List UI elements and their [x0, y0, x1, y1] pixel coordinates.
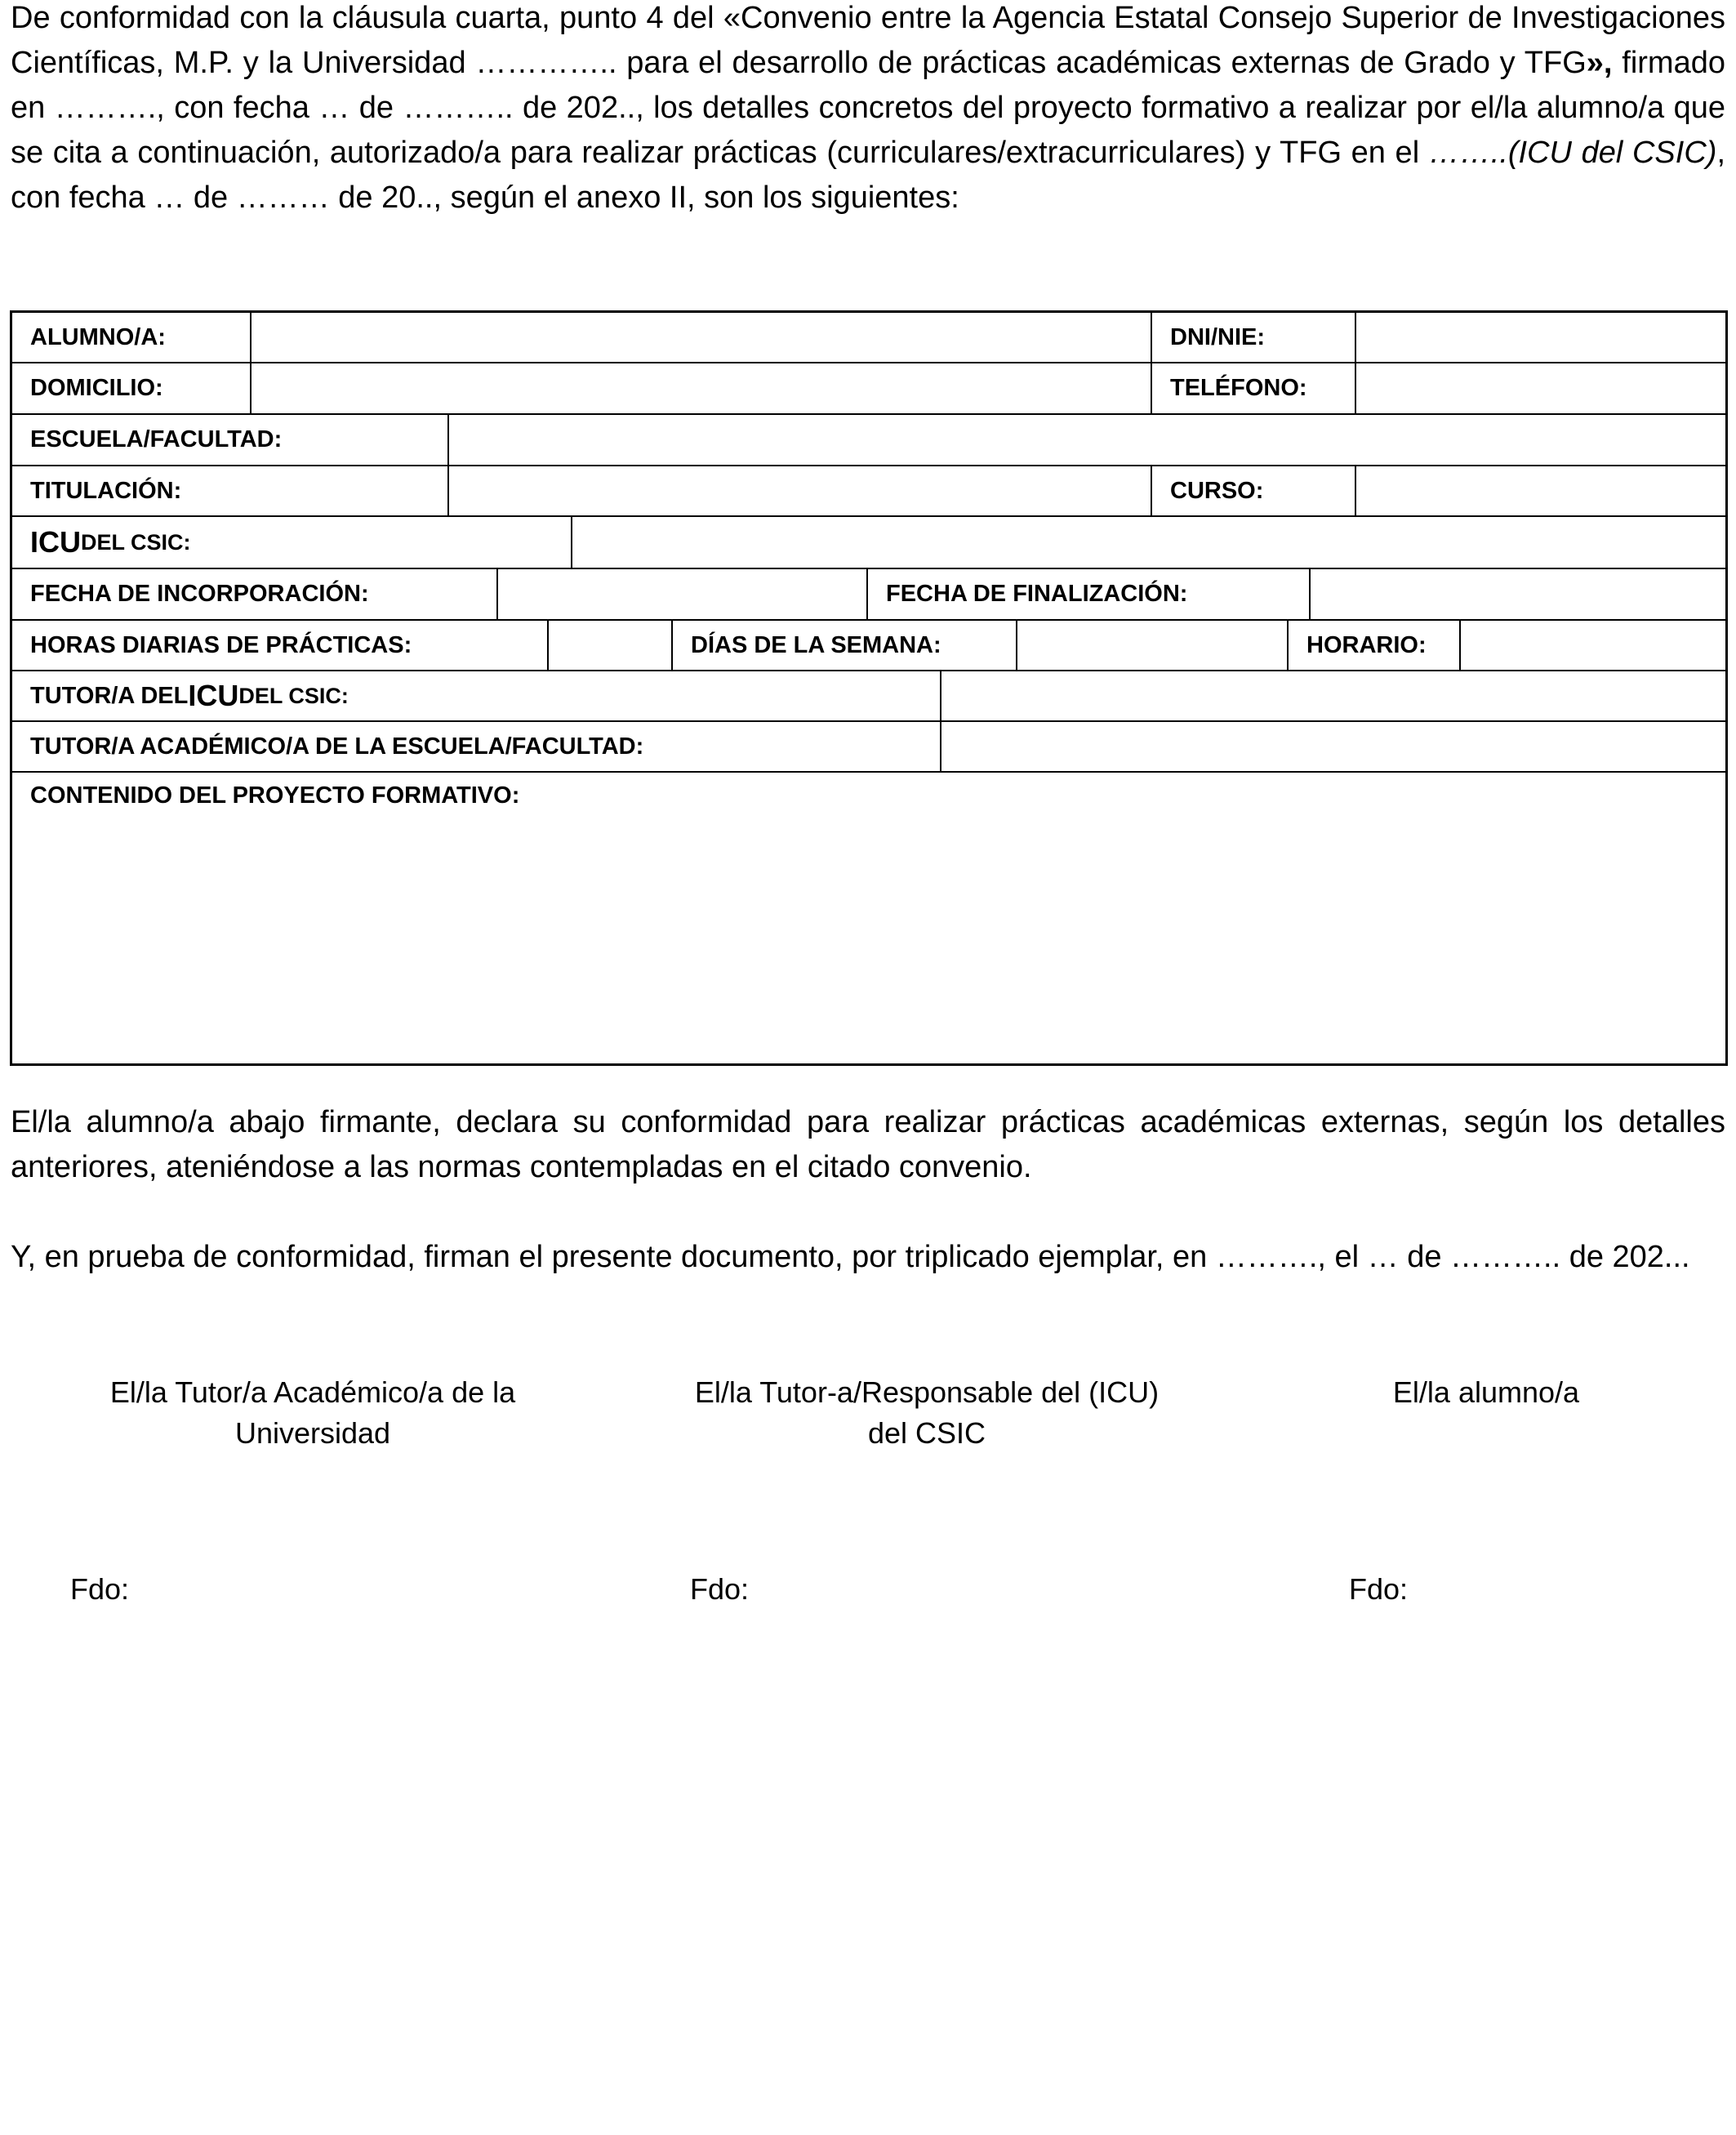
intro-text-italic: ……..(ICU del CSIC): [1428, 136, 1717, 170]
signature-tutor-academico-line1: El/la Tutor/a Académico/a de la: [109, 1375, 516, 1409]
domicilio-label: DOMICILIO:: [12, 363, 251, 413]
intro-text-2: firmado en ………., con fecha … de ……….. de 202.., los detalles concretos del proyecto formativo a realizar por el/la alumno/a que se cita a continuación, autorizado/a para realizar prácticas (curriculares/extracurriculares) y TFG en el: [11, 46, 1725, 170]
dias-label: DÍAS DE LA SEMANA:: [673, 621, 1017, 670]
dias-field[interactable]: [1017, 621, 1289, 670]
form-row-domicilio: [12, 363, 1725, 415]
intro-text-1: De conformidad con la cláusula cuarta, punto 4 del «Convenio entre la Agencia Estatal Consejo Superior de Investigaciones Científicas, M.P. y la Universidad ………….. para el desarrollo de prácticas académicas externas de Grado y TFG: [11, 1, 1725, 80]
domicilio-field[interactable]: [251, 363, 1152, 413]
curso-label: CURSO:: [1152, 466, 1356, 515]
form-row-horas: [12, 621, 1725, 671]
form-row-escuela: [12, 415, 1725, 466]
tutor-academico-label: TUTOR/A ACADÉMICO/A DE LA ESCUELA/FACULTAD:: [12, 722, 941, 771]
fecha-incorporacion-label: FECHA DE INCORPORACIÓN:: [12, 569, 498, 619]
icu-label-rest: DEL CSIC:: [81, 529, 191, 555]
signature-tutor-academico-line2: Universidad: [234, 1416, 391, 1450]
contenido-label: CONTENIDO DEL PROYECTO FORMATIVO:: [30, 782, 520, 809]
tutor-icu-label: [12, 671, 941, 720]
tutor-icu-label-big: ICU: [188, 679, 239, 712]
telefono-label: TELÉFONO:: [1152, 363, 1356, 413]
escuela-label: ESCUELA/FACULTAD:: [12, 415, 449, 465]
signature-alumno: [1323, 1372, 1649, 1413]
icu-label: [12, 517, 572, 568]
signature-alumno-line1: El/la alumno/a: [1392, 1375, 1580, 1409]
signature-tutor-icu-line1: El/la Tutor-a/Responsable del (ICU): [694, 1375, 1160, 1409]
fdo-tutor-academico: Fdo:: [70, 1572, 130, 1606]
form-row-contenido: [12, 773, 1725, 1063]
fecha-finalizacion-label: FECHA DE FINALIZACIÓN:: [868, 569, 1311, 619]
tutor-icu-field[interactable]: [941, 671, 1725, 720]
form-row-tutor-academico: [12, 722, 1725, 773]
signature-tutor-academico: [72, 1372, 554, 1454]
tutor-academico-field[interactable]: [941, 722, 1725, 771]
intro-text-4: , con fecha … de ……… de 20.., según el anexo II, son los siguientes:: [11, 136, 1725, 215]
dni-field[interactable]: [1356, 313, 1725, 362]
fdo-tutor-icu: Fdo:: [690, 1572, 750, 1606]
signature-tutor-icu: [665, 1372, 1188, 1454]
horas-label: HORAS DIARIAS DE PRÁCTICAS:: [12, 621, 549, 670]
intro-text-close: »,: [1586, 46, 1613, 80]
alumno-field[interactable]: [251, 313, 1152, 362]
signature-tutor-icu-line2: del CSIC: [867, 1416, 986, 1450]
form-row-icu: [12, 517, 1725, 569]
titulacion-field[interactable]: [449, 466, 1152, 515]
contenido-field[interactable]: [12, 773, 1725, 1063]
curso-field[interactable]: [1356, 466, 1725, 515]
fecha-incorporacion-field[interactable]: [498, 569, 868, 619]
form-row-titulacion: [12, 466, 1725, 517]
prueba-paragraph: Y, en prueba de conformidad, firman el presente documento, por triplicado ejemplar, en ………., el … de ……….. de 202...: [11, 1240, 1690, 1274]
horario-field[interactable]: [1461, 621, 1725, 670]
icu-label-big: ICU: [30, 525, 81, 559]
escuela-field[interactable]: [449, 415, 1725, 465]
tutor-icu-label-a: TUTOR/A DEL: [30, 682, 189, 709]
form-row-alumno: [12, 313, 1725, 363]
intro-paragraph: [11, 0, 1725, 221]
titulacion-label: TITULACIÓN:: [12, 466, 449, 515]
horas-field[interactable]: [549, 621, 673, 670]
form-row-fechas: [12, 569, 1725, 621]
fdo-alumno: Fdo:: [1349, 1572, 1409, 1606]
telefono-field[interactable]: [1356, 363, 1725, 413]
student-form-table: [10, 310, 1728, 1066]
fecha-finalizacion-field[interactable]: [1311, 569, 1725, 619]
horario-label: HORARIO:: [1289, 621, 1461, 670]
alumno-label: ALUMNO/A:: [12, 313, 251, 362]
dni-label: DNI/NIE:: [1152, 313, 1356, 362]
tutor-icu-label-b: DEL CSIC:: [238, 683, 349, 708]
conformidad-paragraph: El/la alumno/a abajo firmante, declara su conformidad para realizar prácticas académicas externas, según los detalles anteriores, ateniéndose a las normas contempladas en el citado convenio.: [11, 1105, 1725, 1184]
icu-field[interactable]: [572, 517, 1725, 568]
form-row-tutor-icu: [12, 671, 1725, 722]
